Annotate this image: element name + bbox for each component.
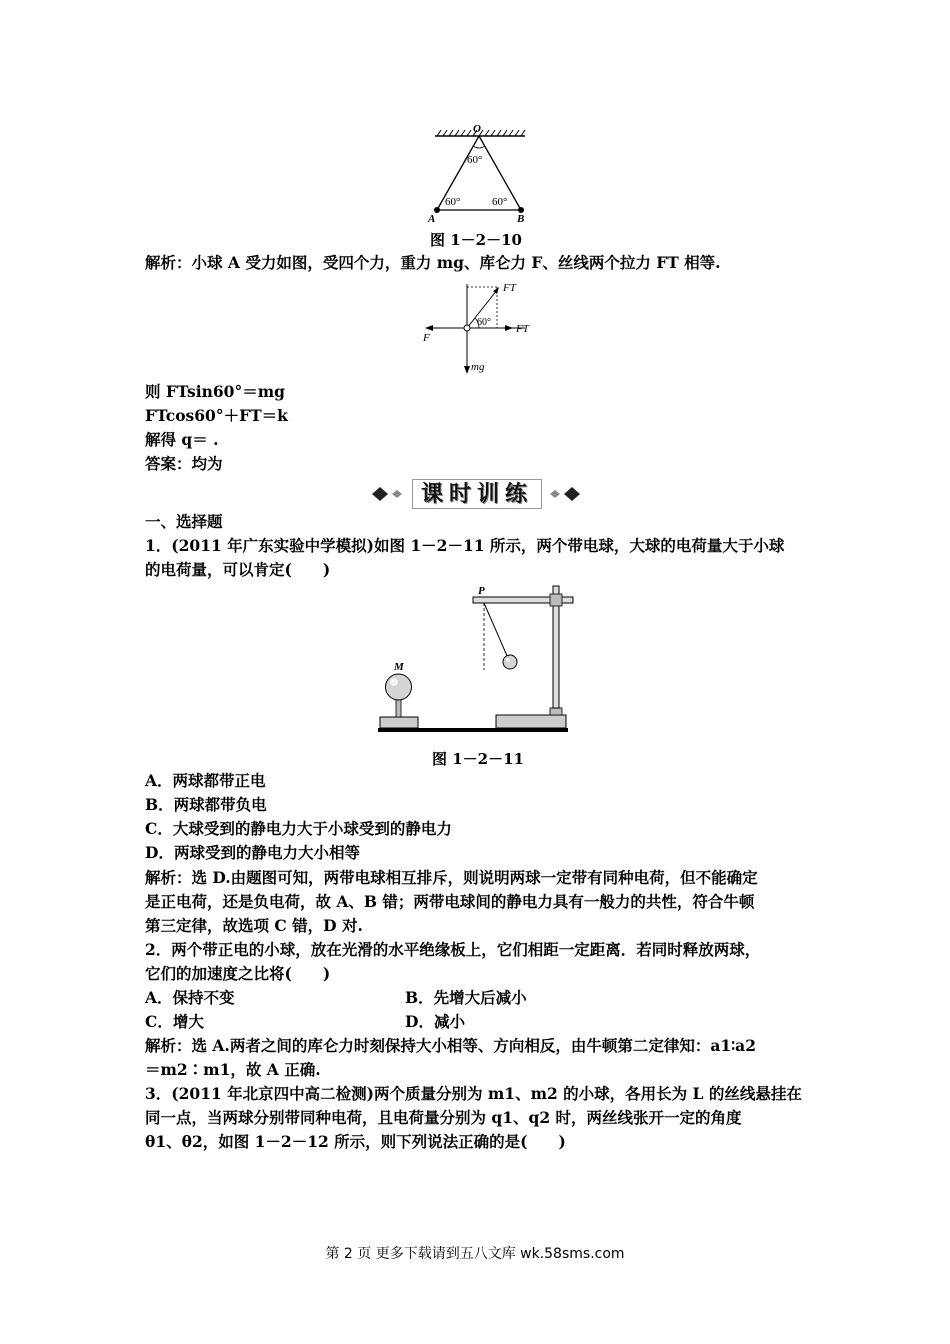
section-banner (370, 477, 582, 511)
force-f: F (423, 332, 430, 344)
answer-line: 答案：均为 (145, 454, 223, 473)
page-footer: 第 2 页 更多下载请到五八文库 wk.58sms.com (325, 1246, 625, 1262)
q3-line-3: θ1、θ2，如图 1－2－12 所示，则下列说法正确的是( ) (145, 1132, 566, 1151)
q2-option-d: D．减小 (405, 1012, 465, 1031)
fig10-caption: 图 1－2－10 (430, 231, 522, 249)
q2-analysis-2: ＝m2∶m1，故 A 正确. (145, 1060, 321, 1079)
fig10-label-b: B (517, 213, 525, 224)
force-mg: mg (471, 361, 485, 373)
q3-line-1: 3．(2011 年北京四中高二检测)两个质量分别为 m1、m2 的小球，各用长为 L 的丝线悬挂在 (145, 1084, 802, 1103)
right-diamond-icon (542, 485, 582, 503)
force-ft-right: FT (516, 323, 529, 335)
q2-option-b: B．先增大后减小 (405, 988, 527, 1007)
fig10-left-angle: 60° (445, 196, 461, 208)
fig11-label-m: M (394, 661, 404, 673)
q2-line-1: 2．两个带正电的小球，放在光滑的水平绝缘板上，它们相距一定距离．若同时释放两球， (145, 940, 761, 959)
fig10-label-o: O (473, 123, 481, 135)
q1-analysis-2: 是正电荷，还是负电荷，故 A、B 错；两带电球间的静电力具有一般力的共性，符合牛顿 (145, 892, 755, 911)
q3-line-2: 同一点，当两球分别带同种电荷，且电荷量分别为 q1、q2 时，两丝线张开一定的角度 (145, 1108, 742, 1127)
q1-option-a: A．两球都带正电 (145, 771, 266, 790)
left-diamond-icon (370, 485, 410, 503)
q1-option-b: B．两球都带负电 (145, 795, 267, 814)
analysis-1: 解析：小球 A 受力如图，受四个力，重力 mg、库仑力 F、丝线两个拉力 FT 相等. (145, 253, 721, 272)
equation-1: 则 FTsin60°＝mg (145, 382, 285, 401)
q2-option-a: A．保持不变 (145, 988, 235, 1007)
figure-1-2-10 (425, 122, 535, 224)
q1-line-2: 的电荷量，可以肯定( ) (145, 560, 331, 579)
q2-analysis-1: 解析：选 A.两者之间的库仑力时刻保持大小相等、方向相反，由牛顿第二定律知：a1∶a2 (145, 1036, 757, 1055)
q1-option-c: C．大球受到的静电力大于小球受到的静电力 (145, 819, 452, 838)
fig10-label-a: A (428, 213, 436, 224)
figure-1-2-11 (370, 580, 580, 735)
q2-line-2: 它们的加速度之比将( ) (145, 964, 331, 983)
q1-line-1: 1．(2011 年广东实验中学模拟)如图 1－2－11 所示，两个带电球，大球的电荷量大于小球 (145, 536, 785, 555)
equation-3: 解得 q＝ . (145, 430, 219, 449)
q2-option-c: C．增大 (145, 1012, 204, 1031)
equation-2: FTcos60°＋FT＝k (145, 406, 288, 425)
fig11-caption: 图 1－2－11 (432, 750, 524, 768)
fig11-label-p: P (478, 585, 485, 597)
q1-option-d: D．两球受到的静电力大小相等 (145, 843, 360, 862)
fig10-right-angle: 60° (492, 196, 508, 208)
q1-analysis-3: 第三定律，故选项 C 错，D 对. (145, 916, 363, 935)
section-title: 课时训练 (412, 479, 542, 509)
force-diagram (415, 278, 535, 378)
q1-analysis-1: 解析：选 D.由题图可知，两带电球相互排斥，则说明两球一定带有同种电荷，但不能确定 (145, 868, 758, 887)
fig10-top-angle: 60° (467, 154, 483, 166)
part-heading: 一、选择题 (145, 512, 223, 531)
force-angle: 60° (477, 317, 491, 328)
force-ft-up: FT (503, 282, 516, 294)
